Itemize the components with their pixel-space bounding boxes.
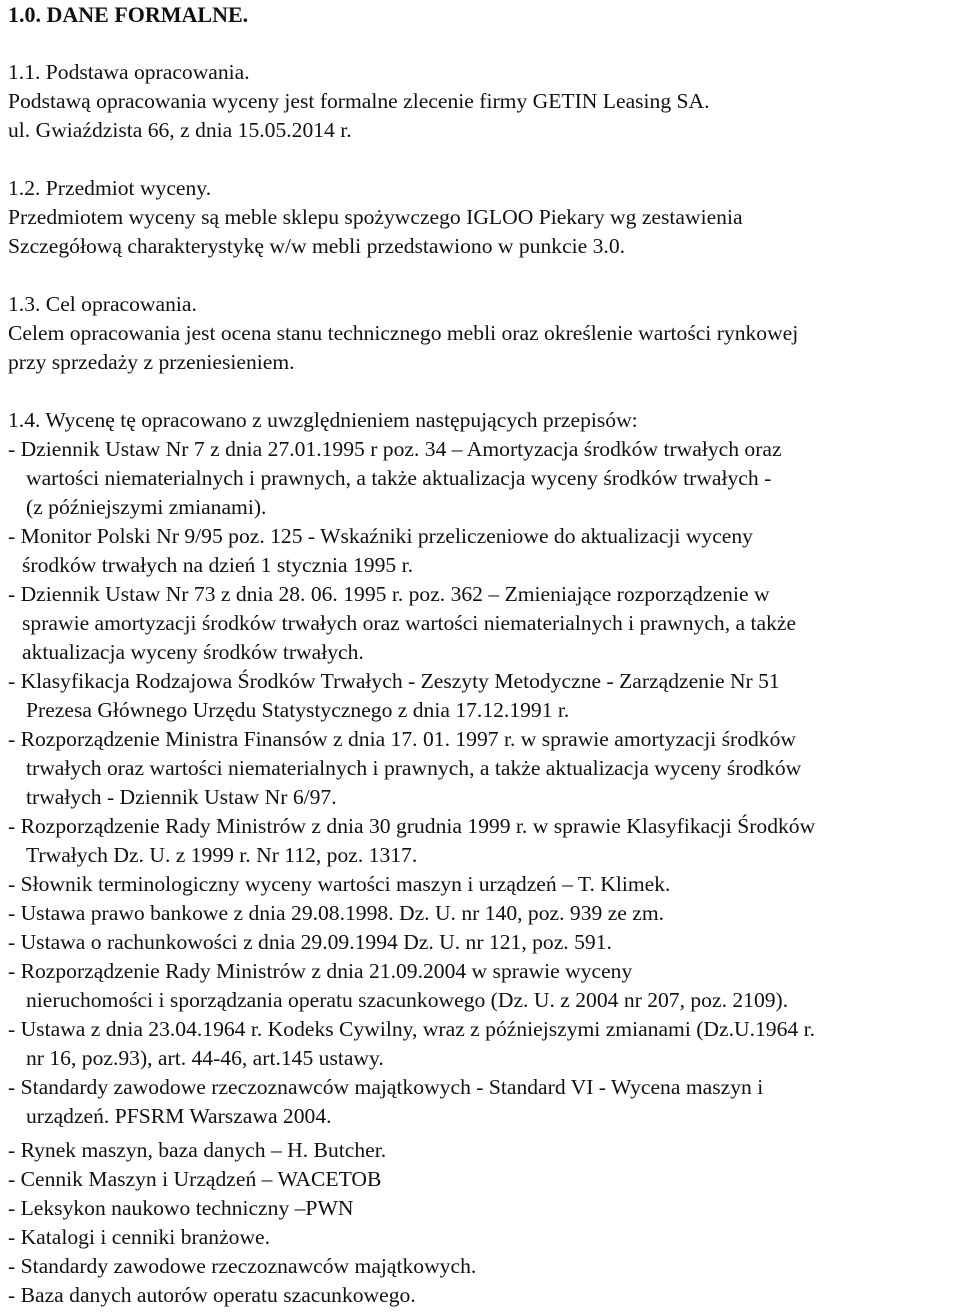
s14-title: 1.4. Wycenę tę opracowano z uwzględnieniem następujących przepisów:: [8, 408, 638, 432]
regulation-line: - Dziennik Ustaw Nr 73 z dnia 28. 06. 1995 r. poz. 362 – Zmieniające rozporządzenie w: [8, 582, 770, 606]
regulation-line: - Rozporządzenie Ministra Finansów z dnia 17. 01. 1997 r. w sprawie amortyzacji środków: [8, 727, 796, 751]
regulation-line: - Standardy zawodowe rzeczoznawców majątkowych - Standard VI - Wycena maszyn i: [8, 1075, 764, 1099]
regulation-line: - Rynek maszyn, baza danych – H. Butcher.: [8, 1138, 387, 1162]
s11-title: 1.1. Podstawa opracowania.: [8, 60, 250, 84]
regulation-line: - Monitor Polski Nr 9/95 poz. 125 - Wskaźniki przeliczeniowe do aktualizacji wyceny: [8, 524, 753, 548]
regulation-line: - Dziennik Ustaw Nr 7 z dnia 27.01.1995 r poz. 34 – Amortyzacja środków trwałych oraz: [8, 437, 782, 461]
regulation-line: - Słownik terminologiczny wyceny wartości maszyn i urządzeń – T. Klimek.: [8, 872, 671, 896]
regulation-line: - Ustawa z dnia 23.04.1964 r. Kodeks Cywilny, wraz z późniejszymi zmianami (Dz.U.1964 r.: [8, 1017, 815, 1041]
regulation-line: Prezesa Głównego Urzędu Statystycznego z dnia 17.12.1991 r.: [26, 698, 570, 722]
s13-line2: przy sprzedaży z przeniesieniem.: [8, 350, 295, 374]
regulation-line: - Leksykon naukowo techniczny –PWN: [8, 1196, 354, 1220]
regulation-line: - Rozporządzenie Rady Ministrów z dnia 30 grudnia 1999 r. w sprawie Klasyfikacji Środków: [8, 814, 816, 838]
regulation-line: - Ustawa prawo bankowe z dnia 29.08.1998. Dz. U. nr 140, poz. 939 ze zm.: [8, 901, 665, 925]
regulation-line: - Katalogi i cenniki branżowe.: [8, 1225, 271, 1249]
regulation-line: środków trwałych na dzień 1 stycznia 1995 r.: [22, 553, 413, 577]
s11-line1: Podstawą opracowania wyceny jest formalne zlecenie firmy GETIN Leasing SA.: [8, 89, 710, 113]
regulation-line: Trwałych Dz. U. z 1999 r. Nr 112, poz. 1317.: [26, 843, 418, 867]
s12-line1: Przedmiotem wyceny są meble sklepu spożywczego IGLOO Piekary wg zestawienia: [8, 205, 743, 229]
regulation-line: urządzeń. PFSRM Warszawa 2004.: [26, 1104, 332, 1128]
regulation-line: - Baza danych autorów operatu szacunkowego.: [8, 1283, 416, 1307]
s13-title: 1.3. Cel opracowania.: [8, 292, 197, 316]
regulation-line: trwałych - Dziennik Ustaw Nr 6/97.: [26, 785, 337, 809]
regulation-line: - Ustawa o rachunkowości z dnia 29.09.1994 Dz. U. nr 121, poz. 591.: [8, 930, 612, 954]
regulation-line: trwałych oraz wartości niematerialnych i prawnych, a także aktualizacja wyceny środków: [26, 756, 802, 780]
regulation-line: - Rozporządzenie Rady Ministrów z dnia 21.09.2004 w sprawie wyceny: [8, 959, 633, 983]
regulation-line: - Cennik Maszyn i Urządzeń – WACETOB: [8, 1167, 382, 1191]
s11-line2: ul. Gwiaździsta 66, z dnia 15.05.2014 r.: [8, 118, 352, 142]
regulation-line: sprawie amortyzacji środków trwałych oraz wartości niematerialnych i prawnych, a także: [22, 611, 797, 635]
regulation-line: nr 16, poz.93), art. 44-46, art.145 ustawy.: [26, 1046, 384, 1070]
regulation-line: aktualizacja wyceny środków trwałych.: [22, 640, 364, 664]
regulation-line: nieruchomości i sporządzania operatu szacunkowego (Dz. U. z 2004 nr 207, poz. 2109).: [26, 988, 789, 1012]
s13-line1: Celem opracowania jest ocena stanu technicznego mebli oraz określenie wartości rynkowej: [8, 321, 799, 345]
section-heading: 1.0. DANE FORMALNE.: [8, 2, 249, 27]
regulation-line: (z późniejszymi zmianami).: [26, 495, 267, 519]
regulation-line: - Klasyfikacja Rodzajowa Środków Trwałych - Zeszyty Metodyczne - Zarządzenie Nr 51: [8, 669, 780, 693]
regulation-line: - Standardy zawodowe rzeczoznawców majątkowych.: [8, 1254, 477, 1278]
regulation-line: wartości niematerialnych i prawnych, a także aktualizacja wyceny środków trwałych -: [26, 466, 772, 490]
s12-title: 1.2. Przedmiot wyceny.: [8, 176, 212, 200]
s12-line2: Szczegółową charakterystykę w/w mebli przedstawiono w punkcie 3.0.: [8, 234, 626, 258]
